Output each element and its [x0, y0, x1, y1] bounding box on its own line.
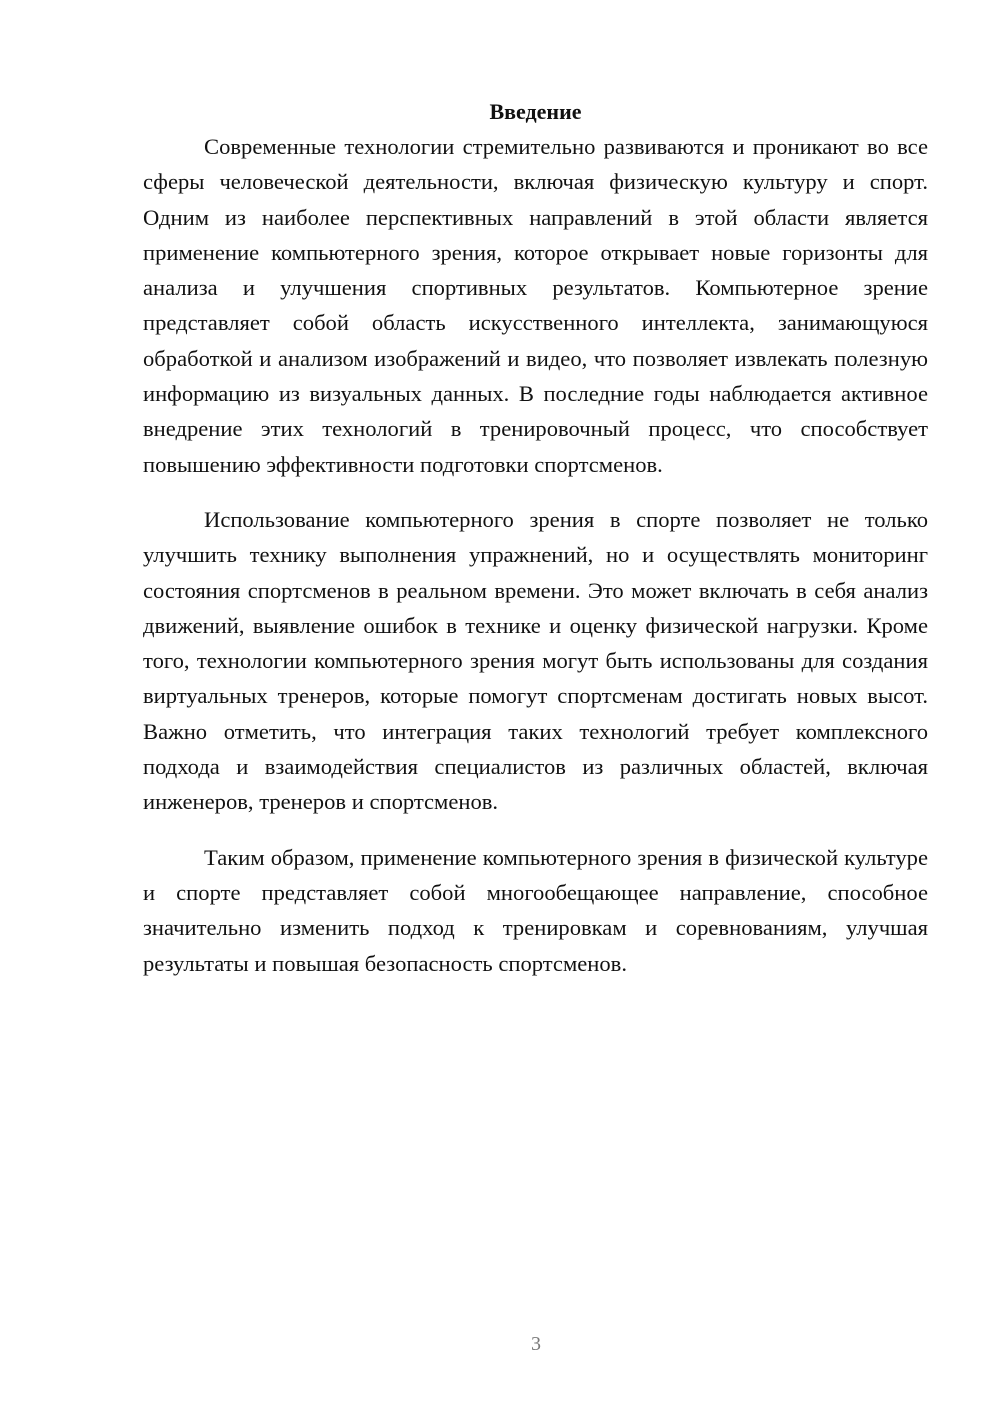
paragraph-1: Современные технологии стремительно развиваются и проникают во все сферы человеческой деятельности, включая физическую культуру и спорт. Одним из наиболее перспективных направлений в этой области является применение компьютерного зрения, которое открывает новые горизонты для анализа и улучшения спортивных результатов. Компьютерное зрение представляет собой область искусственного интеллекта, занимающуюся обработкой и анализом изображений и видео, что позволяет извлекать полезную информацию из визуальных данных. В последние годы наблюдается активное внедрение этих технологий в тренировочный процесс, что способствует повышению эффективности подготовки спортсменов. — [143, 134, 928, 477]
section-heading: Введение — [489, 99, 582, 124]
page-number: 3 — [531, 1333, 541, 1355]
paragraph-2: Использование компьютерного зрения в спорте позволяет не только улучшить технику выполнения упражнений, но и осуществлять мониторинг состояния спортсменов в реальном времени. Это может включать в себя анализ движений, выявление ошибок в технике и оценку физической нагрузки. Кроме того, технологии компьютерного зрения могут быть использованы для создания виртуальных тренеров, которые помогут спортсменам достигать новых высот. Важно отметить, что интеграция таких технологий требует комплексного подхода и взаимодействия специалистов из различных областей, включая инженеров, тренеров и спортсменов. — [143, 506, 928, 815]
page-content — [143, 94, 928, 981]
paragraph-3: Таким образом, применение компьютерного зрения в физической культуре и спорте представляет собой многообещающее направление, способное значительно изменить подход к тренировкам и соревнованиям, улучшая результаты и повышая безопасность спортсменов. — [143, 844, 928, 976]
